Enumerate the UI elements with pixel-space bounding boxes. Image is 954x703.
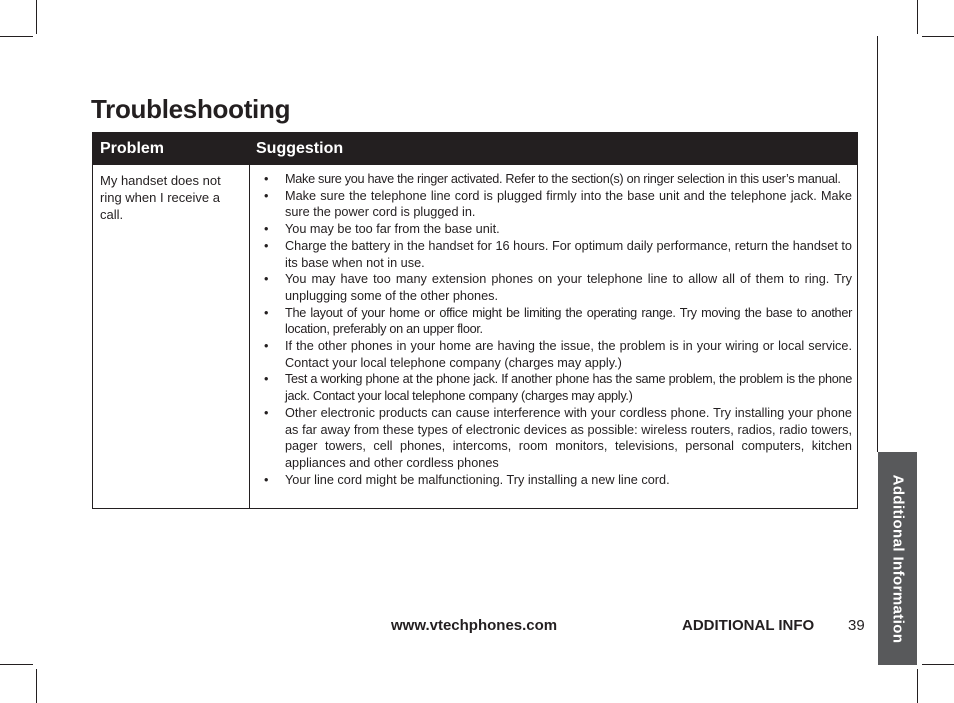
bullet-icon: • — [264, 472, 269, 487]
footer-section: ADDITIONAL INFO — [682, 617, 815, 634]
troubleshooting-table — [92, 132, 858, 509]
suggestion-text: You may be too far from the base unit. — [285, 222, 500, 237]
crop-mark — [922, 36, 954, 37]
bullet-icon: • — [264, 339, 269, 354]
suggestion-text: Make sure you have the ringer activated. Refer to the section(s) on ringer selection in this user’s manual. — [285, 172, 841, 186]
suggestion-text: Charge the battery in the handset for 16 hours. For optimum daily performance, return the handset to its base when not in use. — [285, 238, 852, 270]
list-item — [254, 472, 852, 489]
list-item — [254, 305, 852, 338]
bullet-icon: • — [264, 188, 269, 203]
side-tab-label: Additional Information — [889, 474, 906, 643]
page-title: Troubleshooting — [91, 94, 291, 124]
suggestion-list — [254, 171, 852, 488]
column-header-problem: Problem — [100, 140, 165, 157]
list-item — [254, 221, 852, 238]
suggestion-text: You may have too many extension phones on your telephone line to allow all of them to ring. Try unplugging some of the other phones. — [285, 272, 852, 303]
list-item — [254, 271, 852, 304]
crop-mark — [36, 0, 37, 34]
crop-mark — [36, 669, 37, 703]
crop-mark — [917, 0, 918, 34]
list-item — [254, 338, 852, 371]
bullet-icon: • — [264, 305, 269, 320]
side-rule — [877, 36, 878, 452]
section-side-tab — [878, 452, 917, 665]
bullet-icon: • — [264, 372, 269, 387]
suggestion-text: Other electronic products can cause interference with your cordless phone. Try installing your phone as far away from these types of electronic devices as possible: wireless routers, radios, radio towers, pager towers, cell phones, intercoms, room monitors, televisions, personal computers, kitchen appliances and other cordless phones — [285, 405, 852, 470]
column-header-suggestion: Suggestion — [256, 140, 344, 157]
suggestion-text: Make sure the telephone line cord is plugged firmly into the base unit and the telephone jack. Make sure the power cord is plugged in. — [285, 188, 852, 220]
list-item — [254, 171, 852, 188]
bullet-icon: • — [264, 172, 269, 186]
problem-cell: My handset does not ring when I receive a call. — [100, 173, 221, 222]
crop-mark — [917, 669, 918, 703]
list-item — [254, 405, 852, 472]
suggestion-text: Test a working phone at the phone jack. If another phone has the same problem, the problem is the phone jack. Contact your local telephone company (charges may apply.) — [285, 372, 852, 404]
table-header — [93, 133, 857, 165]
crop-mark — [0, 664, 33, 665]
page-number: 39 — [848, 617, 865, 634]
suggestion-text: Your line cord might be malfunctioning. Try installing a new line cord. — [285, 472, 670, 487]
bullet-icon: • — [264, 222, 269, 237]
bullet-icon: • — [264, 238, 269, 253]
bullet-icon: • — [264, 405, 269, 420]
bullet-icon: • — [264, 272, 269, 287]
footer-website: www.vtechphones.com — [391, 617, 558, 634]
list-item — [254, 238, 852, 271]
suggestion-text: The layout of your home or office might be limiting the operating range. Try moving the base to another location, preferably on an upper floor. — [285, 305, 852, 337]
crop-mark — [0, 36, 33, 37]
list-item — [254, 188, 852, 221]
list-item — [254, 371, 852, 404]
crop-mark — [922, 664, 954, 665]
suggestion-text: If the other phones in your home are having the issue, the problem is in your wiring or local service. Contact your local telephone company (charges may apply.) — [285, 339, 852, 370]
column-divider — [249, 165, 250, 508]
